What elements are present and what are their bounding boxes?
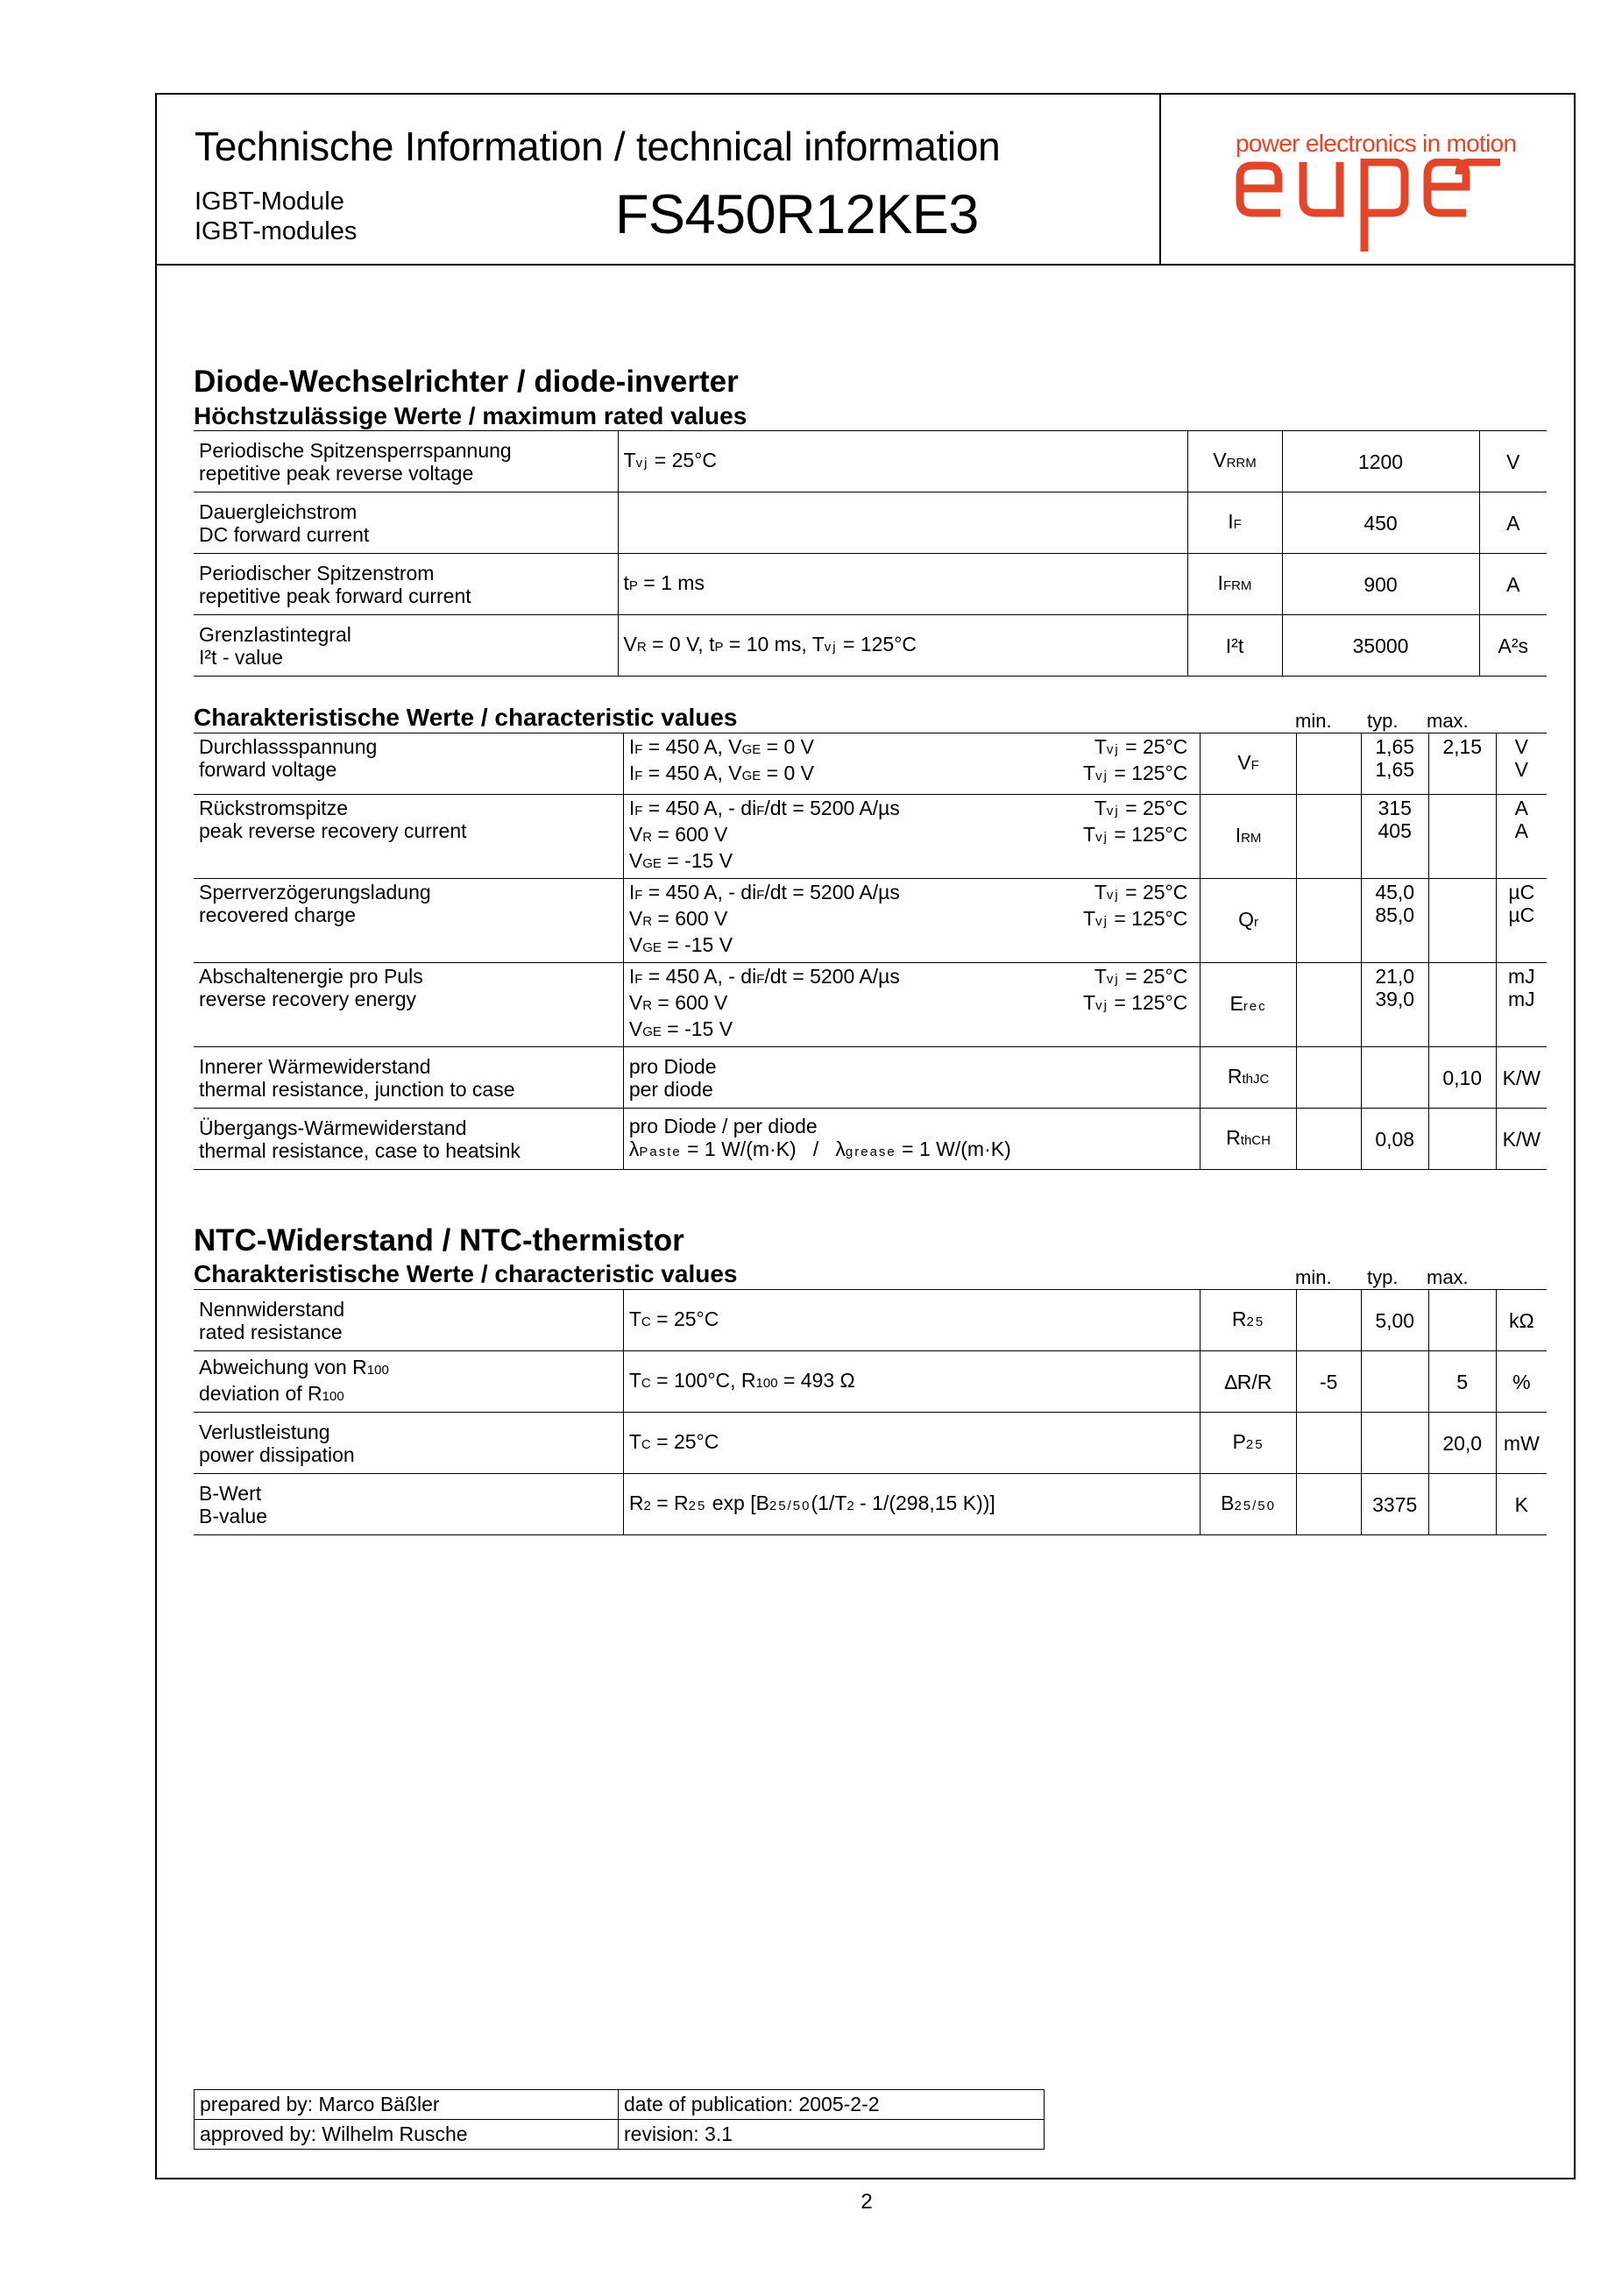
table-row: Sperrverzögerungsladung recovered charge IF = 450 A, - diF/dt = 5200 A/µs Tvj = 25°C VR = 600 V Tvj = 125°C VGE = -15 V Qr 45,0 85,0 µC µC	[194, 879, 1547, 963]
min	[1296, 733, 1361, 795]
typ: 5,00	[1361, 1290, 1428, 1351]
table-row: Übergangs-Wärmewiderstand thermal resistance, case to heatsink pro Diode / per diode λPaste = 1 W/(m·K) / λgrease = 1 W/(m·K) RthCH 0,08 K/W	[194, 1109, 1547, 1170]
max	[1428, 963, 1496, 1047]
condition: tP = 1 ms	[618, 554, 1187, 615]
section-max-rated-subtitle: Höchstzulässige Werte / maximum rated values	[194, 402, 747, 429]
eupec-logo	[1233, 159, 1505, 255]
col-max-header: max.	[1427, 710, 1469, 732]
header-logo-divider	[1159, 95, 1161, 264]
symbol: B25/50	[1201, 1474, 1296, 1535]
characteristic-table	[194, 733, 1547, 1170]
condition: VR = 0 V, tP = 10 ms, Tvj = 125°C	[618, 615, 1187, 677]
table-row: Innerer Wärmewiderstand thermal resistance, junction to case pro Diode per diode RthJC 0,10 K/W	[194, 1047, 1547, 1109]
param-label-de: Dauergleichstrom	[199, 500, 358, 523]
param-label-en: repetitive peak forward current	[199, 584, 471, 607]
table-row: Verlustleistung power dissipation TC = 25°C P25 20,0 mW	[194, 1413, 1547, 1474]
max	[1428, 795, 1496, 879]
min: -5	[1296, 1351, 1361, 1413]
unit: K	[1496, 1474, 1547, 1535]
typ: 1,65 1,65	[1361, 733, 1428, 795]
col-typ-header: typ.	[1367, 1266, 1399, 1288]
unit: µC µC	[1496, 879, 1547, 963]
condition: TC = 25°C	[623, 1290, 1201, 1351]
typ: 315 405	[1361, 795, 1428, 879]
table-row	[195, 2120, 1045, 2150]
condition: IF = 450 A, - diF/dt = 5200 A/µs Tvj = 25°C VR = 600 V Tvj = 125°C VGE = -15 V	[623, 879, 1201, 963]
symbol: ∆R/R	[1201, 1351, 1296, 1413]
condition: R2 = R25 exp [B25/50(1/T2 - 1/(298,15 K))]	[623, 1474, 1201, 1535]
symbol: R25	[1201, 1290, 1296, 1351]
max	[1428, 879, 1496, 963]
typ: 3375	[1361, 1474, 1428, 1535]
symbol: RthJC	[1201, 1047, 1296, 1109]
section-diode-title: Diode-Wechselrichter / diode-inverter	[194, 365, 739, 399]
table-row: Abweichung von R100 deviation of R100 TC = 100°C, R100 = 493 Ω ∆R/R -5 5 %	[194, 1351, 1547, 1413]
symbol: IRM	[1201, 795, 1296, 879]
unit: K/W	[1496, 1109, 1547, 1170]
page-number: 2	[861, 2190, 873, 2214]
max: 0,10	[1428, 1047, 1496, 1109]
typ: 21,0 39,0	[1361, 963, 1428, 1047]
table-row: B-Wert B-value R2 = R25 exp [B25/50(1/T2 - 1/(298,15 K))] B25/50 3375 K	[194, 1474, 1547, 1535]
category-en: IGBT-modules	[195, 217, 358, 245]
col-typ-header: typ.	[1367, 710, 1399, 732]
col-max-header: max.	[1427, 1266, 1469, 1288]
value: 900	[1282, 554, 1479, 615]
part-number: FS450R12KE3	[615, 184, 979, 245]
value: 1200	[1282, 431, 1479, 493]
unit: %	[1496, 1351, 1547, 1413]
symbol: Erec	[1201, 963, 1296, 1047]
approval-table	[194, 2089, 1045, 2150]
param-label-de: Periodische Spitzensperrspannung	[199, 438, 512, 462]
symbol: IF	[1187, 493, 1282, 554]
symbol: IFRM	[1187, 554, 1282, 615]
typ	[1361, 1047, 1428, 1109]
unit: K/W	[1496, 1047, 1547, 1109]
header-divider	[157, 264, 1574, 266]
condition: TC = 100°C, R100 = 493 Ω	[623, 1351, 1201, 1413]
symbol: P25	[1201, 1413, 1296, 1474]
unit: A	[1479, 493, 1547, 554]
document-title: Technische Information / technical information	[195, 124, 1001, 169]
param-label-en: DC forward current	[199, 522, 370, 546]
condition: pro Diode per diode	[623, 1047, 1201, 1109]
table-row	[194, 493, 1547, 554]
min	[1296, 963, 1361, 1047]
condition: IF = 450 A, - diF/dt = 5200 A/µs Tvj = 25°C VR = 600 V Tvj = 125°C VGE = -15 V	[623, 795, 1201, 879]
unit: V V	[1496, 733, 1547, 795]
table-row	[195, 2090, 1045, 2120]
table-row: Nennwiderstand rated resistance TC = 25°C R25 5,00 kΩ	[194, 1290, 1547, 1351]
category-de: IGBT-Module	[195, 188, 344, 216]
condition	[618, 493, 1187, 554]
table-row	[194, 431, 1547, 493]
section-characteristic-subtitle: Charakteristische Werte / characteristic values	[194, 704, 738, 731]
typ: 45,0 85,0	[1361, 879, 1428, 963]
brand-tagline: power electronics in motion	[1236, 130, 1517, 157]
typ: 0,08	[1361, 1109, 1428, 1170]
table-row	[194, 615, 1547, 677]
revision: revision: 3.1	[619, 2120, 1045, 2150]
max: 5	[1428, 1351, 1496, 1413]
max-rated-table	[194, 430, 1547, 677]
section-ntc-title: NTC-Widerstand / NTC-thermistor	[194, 1223, 684, 1258]
unit: A²s	[1479, 615, 1547, 677]
min	[1296, 1047, 1361, 1109]
unit: mJ mJ	[1496, 963, 1547, 1047]
table-row: Durchlassspannung forward voltage IF = 450 A, VGE = 0 V Tvj = 25°C IF = 450 A, VGE = 0 V Tvj = 125°C VF 1,65 1,65 2,15 V V	[194, 733, 1547, 795]
symbol: VRRM	[1187, 431, 1282, 493]
col-min-header: min.	[1295, 1266, 1332, 1288]
unit: kΩ	[1496, 1290, 1547, 1351]
value: 35000	[1282, 615, 1479, 677]
min	[1296, 795, 1361, 879]
unit: A A	[1496, 795, 1547, 879]
ntc-table	[194, 1289, 1547, 1535]
prepared-by: prepared by: Marco Bäßler	[195, 2090, 619, 2120]
max	[1428, 1109, 1496, 1170]
publication-date: date of publication: 2005-2-2	[619, 2090, 1045, 2120]
approved-by: approved by: Wilhelm Rusche	[195, 2120, 619, 2150]
param-label-en: repetitive peak reverse voltage	[199, 461, 474, 485]
symbol: RthCH	[1201, 1109, 1296, 1170]
section-ntc-subtitle: Charakteristische Werte / characteristic values	[194, 1260, 738, 1287]
unit: mW	[1496, 1413, 1547, 1474]
symbol: VF	[1201, 733, 1296, 795]
table-row: Abschaltenergie pro Puls reverse recovery energy IF = 450 A, - diF/dt = 5200 A/µs Tvj = 25°C VR = 600 V Tvj = 125°C VGE = -15 V Erec 21,0 39,0 mJ mJ	[194, 963, 1547, 1047]
symbol: Qr	[1201, 879, 1296, 963]
table-row	[194, 554, 1547, 615]
max: 2,15	[1428, 733, 1496, 795]
condition: Tvj = 25°C	[618, 431, 1187, 493]
condition: IF = 450 A, - diF/dt = 5200 A/µs Tvj = 25°C VR = 600 V Tvj = 125°C VGE = -15 V	[623, 963, 1201, 1047]
param-label-en: I²t - value	[199, 645, 283, 669]
table-row: Rückstromspitze peak reverse recovery current IF = 450 A, - diF/dt = 5200 A/µs Tvj = 25°C VR = 600 V Tvj = 125°C VGE = -15 V IRM 315 405 A A	[194, 795, 1547, 879]
condition: TC = 25°C	[623, 1413, 1201, 1474]
symbol: I²t	[1187, 615, 1282, 677]
col-min-header: min.	[1295, 710, 1332, 732]
min	[1296, 879, 1361, 963]
unit: V	[1479, 431, 1547, 493]
condition: pro Diode / per diode λPaste = 1 W/(m·K) / λgrease = 1 W/(m·K)	[623, 1109, 1201, 1170]
param-label-de: Periodischer Spitzenstrom	[199, 561, 435, 585]
min	[1296, 1109, 1361, 1170]
value: 450	[1282, 493, 1479, 554]
max: 20,0	[1428, 1413, 1496, 1474]
unit: A	[1479, 554, 1547, 615]
param-label-de: Grenzlastintegral	[199, 622, 351, 646]
condition: IF = 450 A, VGE = 0 V Tvj = 25°C IF = 450 A, VGE = 0 V Tvj = 125°C	[623, 733, 1201, 795]
